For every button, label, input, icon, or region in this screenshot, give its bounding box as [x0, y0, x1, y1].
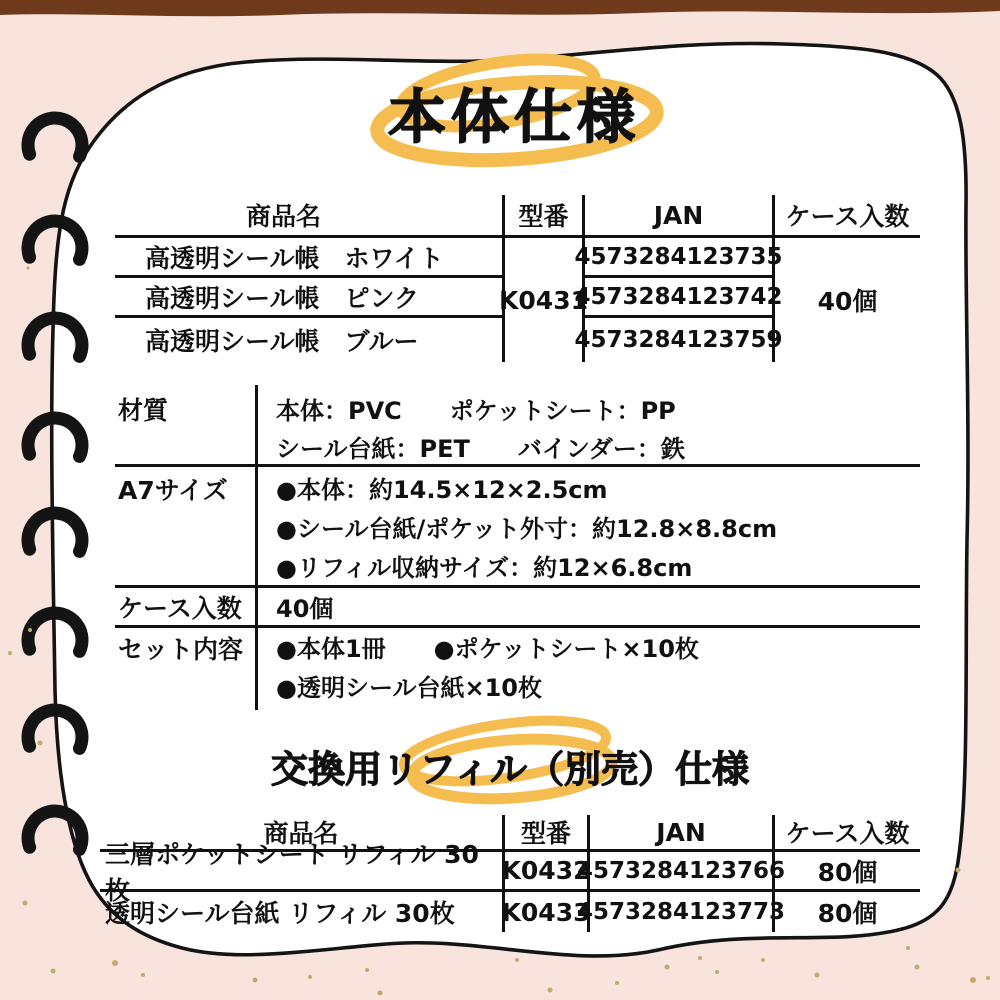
jan-code: 4573284123759 — [585, 318, 775, 362]
refill-section-title: 交換用リフィル（別売）仕様 — [270, 748, 750, 791]
jan-code: 4573284123773 — [590, 892, 775, 932]
header-product-name: 商品名 — [100, 815, 505, 852]
spec-label: ケース入数 — [115, 588, 258, 628]
main-section-title: 本体仕様 — [387, 83, 640, 151]
product-name: 三層ポケットシート リフィル 30枚 — [100, 852, 505, 892]
spec-label: 材質 — [115, 385, 258, 467]
main-product-table — [115, 195, 920, 362]
product-name: 高透明シール帳 ホワイト — [115, 238, 505, 278]
jan-code: 4573284123742 — [585, 278, 775, 318]
spec-line: ●透明シール台紙×10枚 — [276, 674, 542, 702]
case-qty: 80個 — [775, 852, 920, 892]
spec-line: ●リフィル収納サイズ：約12×6.8cm — [276, 554, 693, 582]
spec-line: ●本体：約14.5×12×2.5cm — [276, 476, 608, 504]
spec-line: 40個 — [276, 595, 334, 623]
jan-code: 4573284123766 — [590, 852, 775, 892]
spec-label: セット内容 — [115, 628, 258, 710]
case-qty: 40個 — [817, 287, 878, 316]
spec-value — [258, 385, 920, 467]
top-bar — [0, 0, 1000, 16]
spec-line: シール台紙：PET バインダー：鉄 — [276, 435, 685, 463]
header-model: 型番 — [505, 195, 585, 238]
model-number: K0433 — [505, 892, 590, 932]
header-jan: JAN — [590, 815, 775, 852]
spec-line: ●本体1冊 ●ポケットシート×10枚 — [276, 635, 699, 663]
header-model: 型番 — [505, 815, 590, 852]
spec-value — [258, 628, 920, 710]
spec-value — [258, 588, 920, 628]
spec-table — [115, 385, 920, 710]
model-number: K0432 — [505, 852, 590, 892]
product-name: 透明シール台紙 リフィル 30枚 — [100, 892, 505, 932]
product-name: 高透明シール帳 ピンク — [115, 278, 505, 318]
product-name: 高透明シール帳 ブルー — [115, 318, 505, 362]
jan-code: 4573284123735 — [585, 238, 775, 278]
refill-product-table — [100, 815, 920, 932]
header-jan: JAN — [585, 195, 775, 238]
spec-label: A7サイズ — [115, 467, 258, 588]
header-case-qty: ケース入数 — [775, 815, 920, 852]
spec-line: 本体：PVC ポケットシート：PP — [276, 397, 676, 425]
spec-line: ●シール台紙/ポケット外寸：約12.8×8.8cm — [276, 515, 778, 543]
case-qty: 80個 — [817, 899, 878, 928]
spec-value — [258, 467, 920, 588]
header-case-qty: ケース入数 — [775, 195, 920, 238]
model-number: K0431 — [505, 238, 585, 362]
header-product-name: 商品名 — [115, 195, 505, 238]
